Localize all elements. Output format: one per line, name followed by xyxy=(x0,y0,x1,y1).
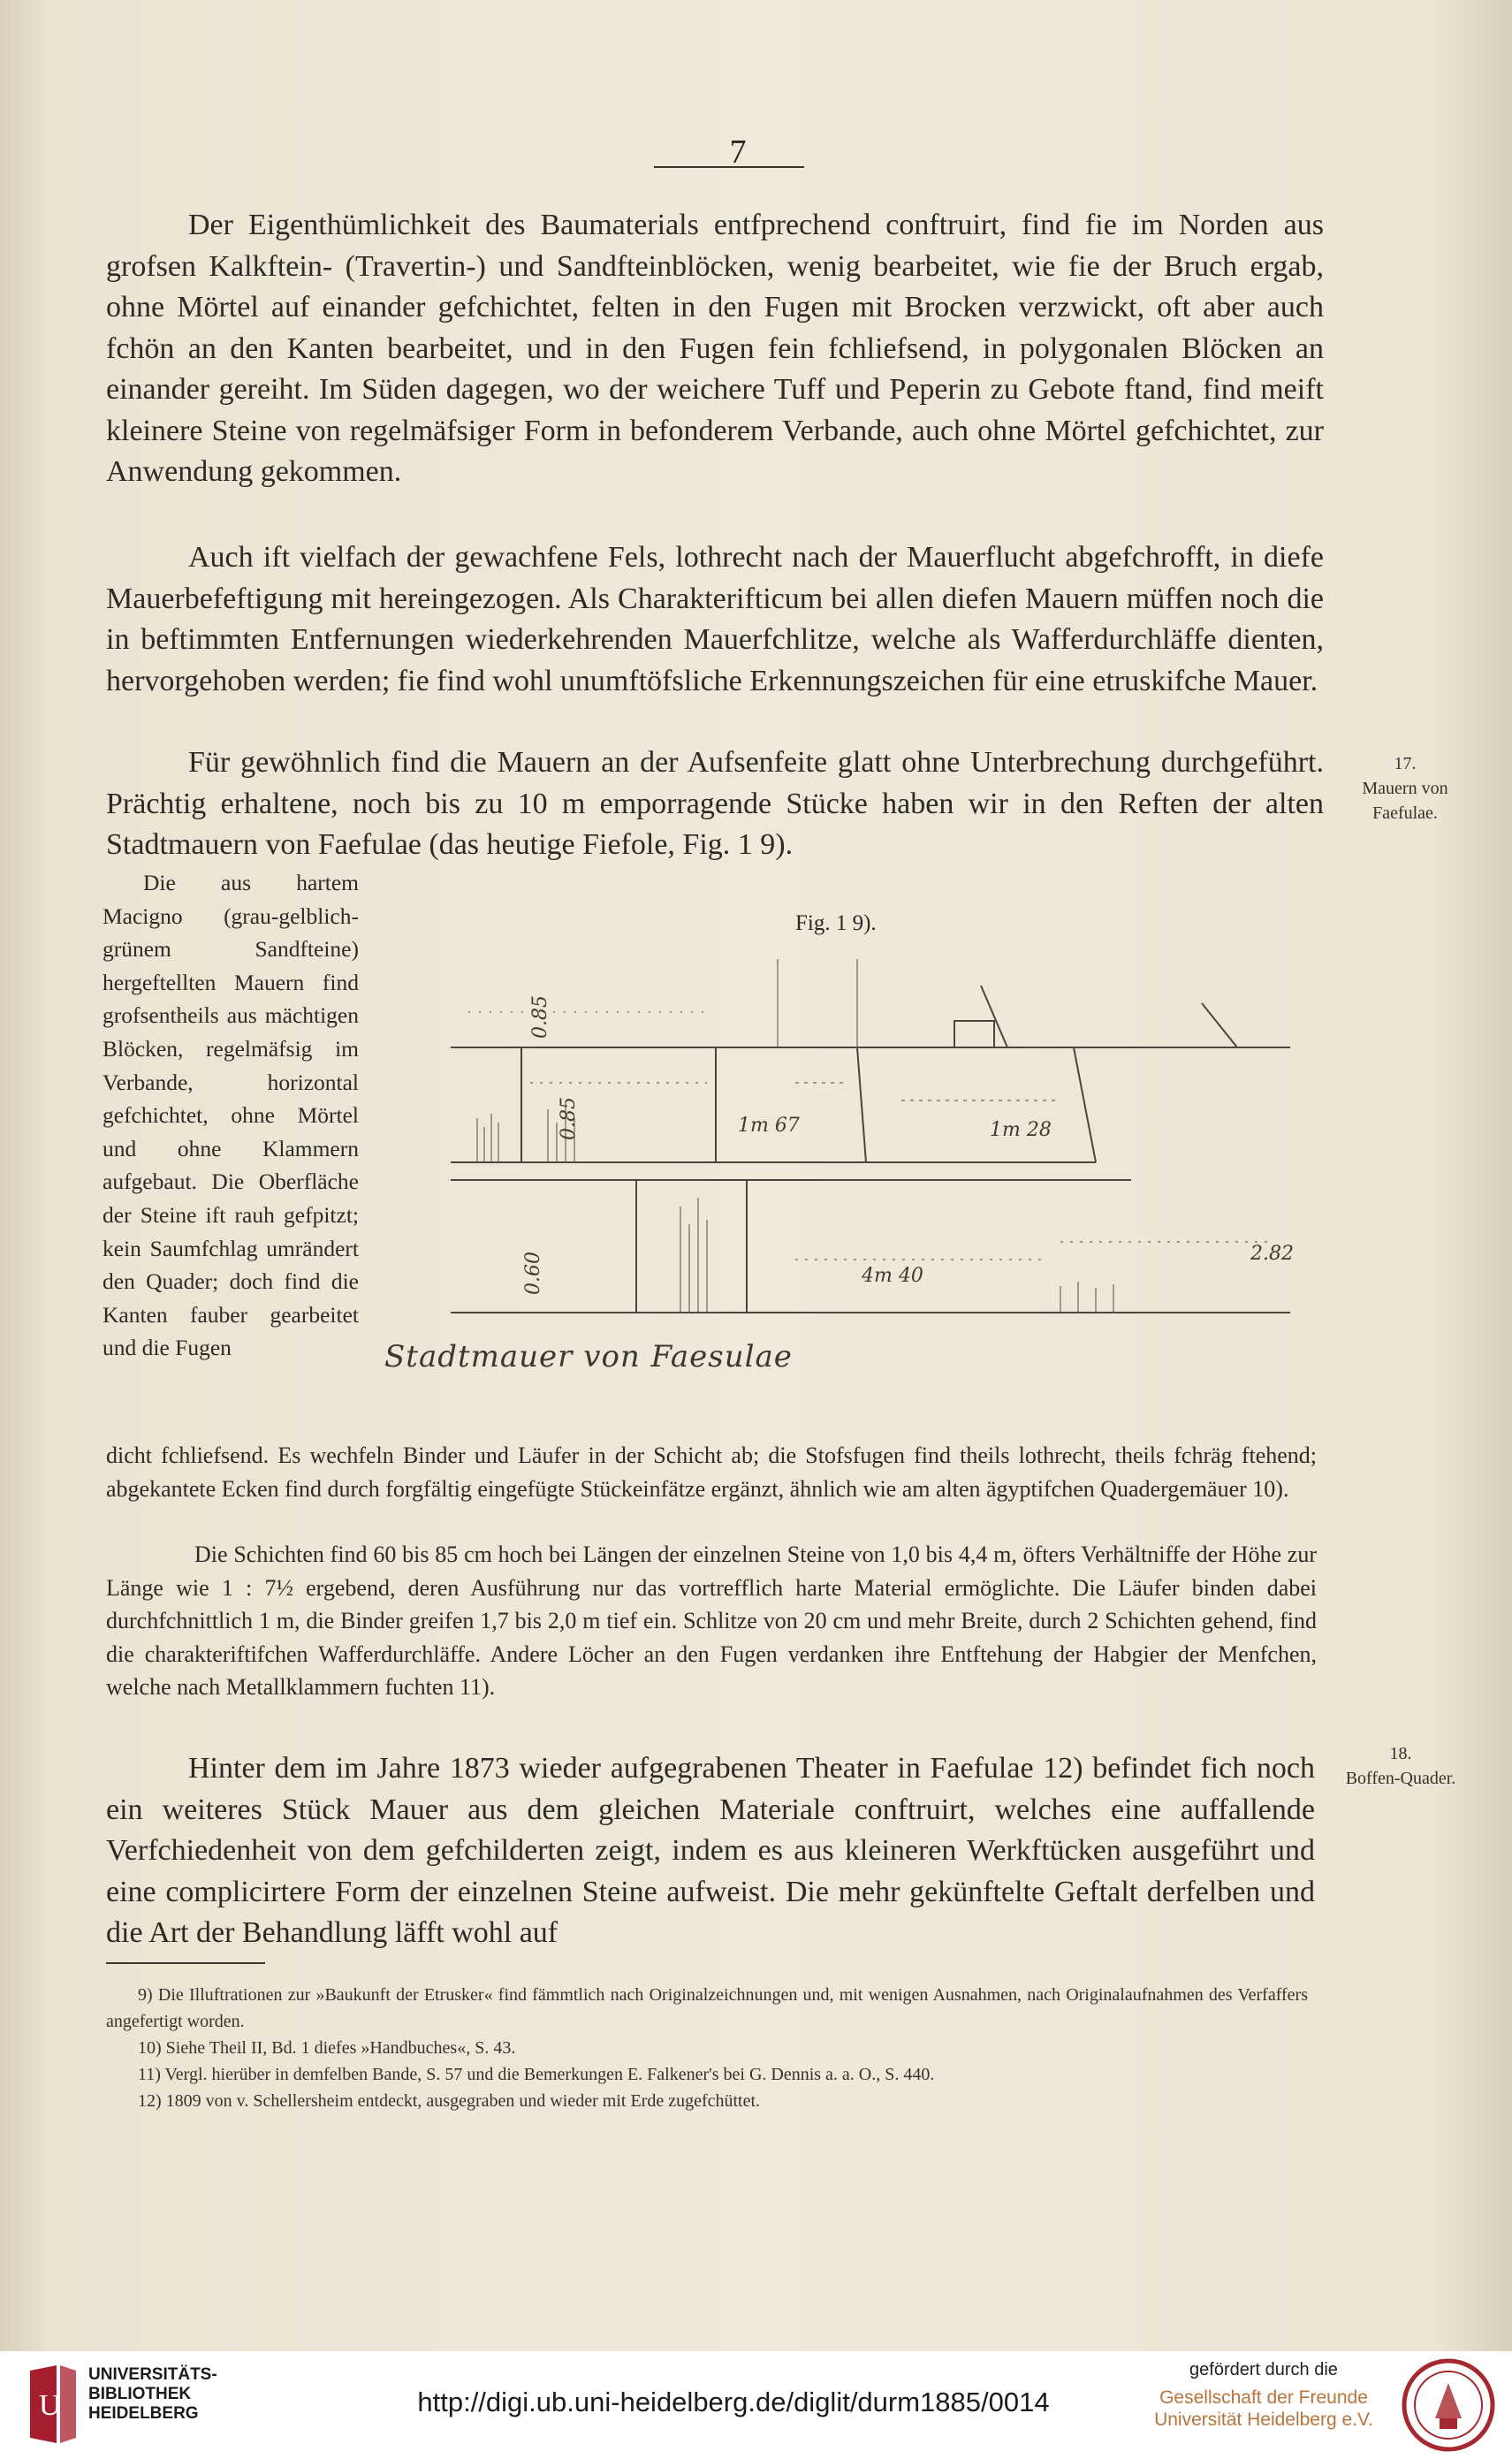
label-085-mid: 0.85 xyxy=(558,1097,580,1140)
wall-figure xyxy=(442,906,1317,1414)
paragraph-2: Auch ift vielfach der gewachfene Fels, lothrecht nach der Mauerflucht abgefchrofft, in diefe Mauerbefeftigung mit hereingezogen. Als Charakterifticum bei allen diefen Mauern müffen noch die in beftimmten Entfernungen wiederkehrenden Mauerfchlitze, welche als Wafferdurchläffe dienten, hervorgehoben werden; fie find wohl unumftöfsliche Erkennungszeichen für eine etruskifche Mauer. xyxy=(106,541,1324,697)
footnote-11: 11) Vergl. hierüber in demfelben Bande, S. 57 und die Bemerkungen E. Falkener's bei G. Dennis a. a. O., S. 440. xyxy=(138,2065,935,2084)
margin-note-18: 18. Boffen-Quader. xyxy=(1345,1744,1456,1788)
page-number: 7 xyxy=(729,133,747,171)
small-paragraph-2: Die Schichten find 60 bis 85 cm hoch bei Längen der einzelnen Steine von 1,0 bis 4,4 m, öfters Verhältniffe der Höhe zur Länge wie 1 : 7½ ergebend, deren Ausführung nur das vortrefflich harte Material ermöglichte. Die Läufer binden dabei durchfchnittlich 1 m, die Binder greifen 1,7 bis 2,0 m tief ein. Schlitze von 20 cm und mehr Breite, durch 2 Schichten gehend, find die charakteriftifchen Wafferdurchläffe. Andere Löcher an den Fugen verdanken ihre Entftehung der Habgier der Menfchen, welche nach Metallklammern fuchten 11). xyxy=(106,1542,1317,1700)
figure-caption: Fig. 1 9). xyxy=(795,911,877,935)
paragraph-4: Hinter dem im Jahre 1873 wieder aufgegrabenen Theater in Faefulae 12) befindet fich noch ein weiteres Stück Mauer aus dem gleichen Materiale conftruirt, welches eine auffallende Verfchiedenheit von dem gefchilderten zeigt, indem es aus kleineren Werkftücken ausgeführt und eine complicirtere Form der einzelnen Steine aufweist. Die mehr gekünftelte Geftalt derfelben und die Art der Behandlung läfft wohl auf xyxy=(106,1752,1315,1949)
small-paragraph-1: dicht fchliefsend. Es wechfeln Binder und Läufer in der Schicht ab; die Stofsfugen find theils lothrecht, theils fchräg ftehend; abgekantete Ecken find durch forgfältig eingefügte Stückeinfätze ergänzt, ähnlich wie am alten ägyptifchen Quadergemäuer 10). xyxy=(106,1443,1317,1502)
label-060: 0.60 xyxy=(522,1252,544,1295)
label-440: 4m 40 xyxy=(862,1265,923,1287)
paragraph-3: Für gewöhnlich find die Mauern an der Aufsenfeite glatt ohne Unterbrechung durchgeführt. Prächtig erhaltene, noch bis zu 10 m emporragende Stücke haben wir in den Reften der alten Stadtmauern von Faefulae (das heutige Fiefole, Fig. 1 9). xyxy=(106,746,1324,861)
sponsor-name: Gesellschaft der Freunde Universität Heidelberg e.V. xyxy=(1154,2387,1373,2430)
institution-name: UNIVERSITÄTS- BIBLIOTHEK HEIDELBERG xyxy=(88,2365,217,2423)
footnote-9: 9) Die Illuftrationen zur »Baukunft der Etrusker« find fämmtlich nach Originalzeichnungen und, mit wenigen Ausnahmen, nach Originalaufnahmen des Verfaffers angefertigt worden. xyxy=(106,1985,1308,2031)
university-seal-icon xyxy=(1400,2356,1497,2454)
label-128: 1m 28 xyxy=(990,1119,1052,1141)
page-number-rule xyxy=(654,166,804,168)
label-085-top: 0.85 xyxy=(529,995,551,1039)
source-url-link[interactable]: http://digi.ub.uni-heidelberg.de/diglit/durm1885/0014 xyxy=(417,2387,1050,2417)
figure-handwritten-title: Stadtmauer von Faesulae xyxy=(384,1339,793,1374)
label-167: 1m 67 xyxy=(738,1115,800,1137)
paragraph-1: Der Eigenthümlichkeit des Baumaterials entfprechend conftruirt, find fie im Norden aus grofsen Kalkftein- (Travertin-) und Sandfteinblöcken, wenig bearbeitet, wie fie der Bruch ergab, ohne Mörtel auf einander gefchichtet, felten in den Fugen mit Brocken verzwickt, oft aber auch fchön an den Kanten bearbeitet, und in den Fugen fein fchliefsend, in polygonalen Blöcken an einander gereiht. Im Süden dagegen, wo der weichere Tuff und Peperin zu Gebote ftand, find meift kleinere Steine von regelmäfsiger Form in befonderem Verbande, auch ohne Mörtel gefchichtet, zur Anwendung gekommen. xyxy=(106,209,1324,488)
footnote-rule xyxy=(106,1962,265,1964)
side-column-text: Die aus hartem Macigno (grau-gelblich-grünem Sandfteine) hergeftellten Mauern find grofsentheils aus mächtigen Blöcken, regelmäfsig im Verbande, horizontal gefchichtet, ohne Mörtel und ohne Klammern aufgebaut. Die Oberfläche der Steine ift rauh gefpitzt; kein Saumfchlag umrändert den Quader; doch find die Kanten fauber gearbeitet und die Fugen xyxy=(103,870,359,1361)
svg-text:U: U xyxy=(39,2389,61,2422)
sponsor-prefix: gefördert durch die xyxy=(1189,2360,1338,2379)
footnote-10: 10) Siehe Theil II, Bd. 1 diefes »Handbuches«, S. 43. xyxy=(138,2038,516,2058)
label-282: 2.82 xyxy=(1250,1243,1294,1265)
margin-note-17: 17. Mauern von Faefulae. xyxy=(1362,754,1448,823)
wall-sketch xyxy=(442,906,1317,1414)
footnote-12: 12) 1809 von v. Schellersheim entdeckt, ausgegraben und wieder mit Erde zugefchüttet. xyxy=(138,2091,761,2111)
university-library-logo-icon xyxy=(21,2362,83,2447)
